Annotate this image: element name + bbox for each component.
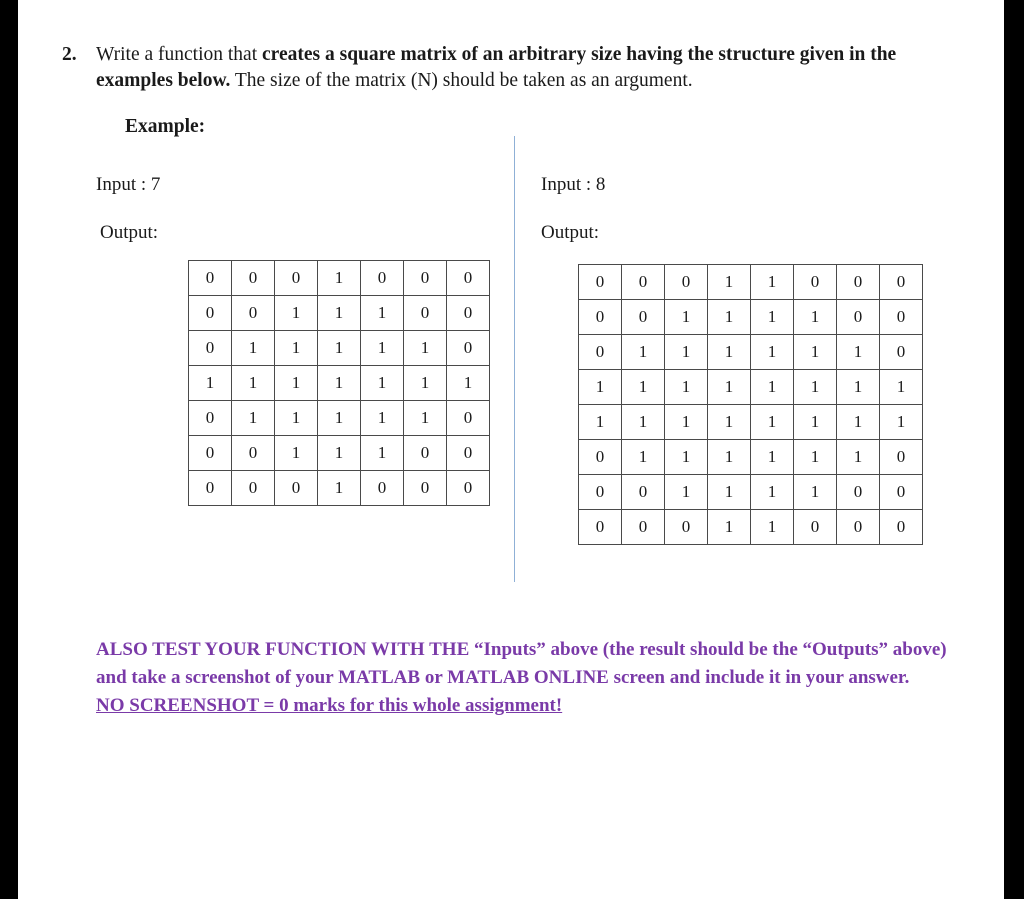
matrix-cell: 1	[579, 405, 622, 440]
matrix-cell: 1	[665, 475, 708, 510]
output-matrix-7	[188, 260, 490, 506]
matrix-cell: 0	[189, 436, 232, 471]
matrix-cell: 1	[189, 366, 232, 401]
matrix-cell: 0	[665, 265, 708, 300]
matrix-cell: 1	[708, 265, 751, 300]
matrix-cell: 1	[318, 436, 361, 471]
matrix-cell: 0	[447, 261, 490, 296]
matrix-cell: 0	[622, 475, 665, 510]
matrix-row	[189, 261, 490, 296]
matrix-cell: 0	[275, 471, 318, 506]
matrix-cell: 0	[622, 300, 665, 335]
output-matrix-8	[578, 264, 923, 545]
matrix-cell: 0	[275, 261, 318, 296]
matrix-cell: 1	[275, 331, 318, 366]
matrix-row	[579, 300, 923, 335]
matrix-cell: 0	[579, 510, 622, 545]
matrix-cell: 1	[751, 510, 794, 545]
example-label: Example:	[125, 116, 206, 137]
note-warning: NO SCREENSHOT = 0 marks for this whole assignment!	[96, 695, 563, 716]
matrix-cell: 1	[880, 370, 923, 405]
matrix-cell: 0	[447, 296, 490, 331]
matrix-cell: 1	[275, 366, 318, 401]
matrix-cell: 1	[708, 510, 751, 545]
matrix-cell: 0	[447, 401, 490, 436]
matrix-cell: 1	[665, 440, 708, 475]
matrix-cell: 0	[837, 475, 880, 510]
matrix-cell: 0	[880, 510, 923, 545]
matrix-cell: 1	[837, 370, 880, 405]
matrix-cell: 1	[232, 366, 275, 401]
matrix-row	[189, 366, 490, 401]
matrix-cell: 1	[665, 335, 708, 370]
matrix-cell: 1	[318, 261, 361, 296]
matrix-cell: 1	[404, 331, 447, 366]
question-text-start: Write a function that	[96, 44, 262, 65]
matrix-cell: 0	[837, 265, 880, 300]
question-text-bold: creates a square matrix of an arbitrary size having the structure given in the examples below.	[96, 44, 897, 91]
output-label-left: Output:	[100, 222, 159, 243]
matrix-cell: 1	[622, 335, 665, 370]
matrix-cell: 0	[404, 296, 447, 331]
matrix-cell: 0	[232, 296, 275, 331]
matrix-cell: 1	[665, 370, 708, 405]
matrix-cell: 1	[794, 475, 837, 510]
question-text-end: The size of the matrix (N) should be taken as an argument.	[230, 70, 693, 91]
matrix-cell: 1	[794, 440, 837, 475]
column-divider	[514, 136, 515, 582]
output-label-right: Output:	[541, 222, 600, 243]
matrix-cell: 1	[275, 296, 318, 331]
matrix-cell: 1	[361, 401, 404, 436]
matrix-cell: 0	[447, 331, 490, 366]
matrix-cell: 1	[794, 405, 837, 440]
matrix-cell: 1	[751, 370, 794, 405]
matrix-cell: 0	[880, 440, 923, 475]
matrix-row	[579, 510, 923, 545]
matrix-cell: 0	[189, 401, 232, 436]
matrix-cell: 1	[232, 331, 275, 366]
matrix-cell: 0	[232, 436, 275, 471]
matrix-cell: 1	[404, 366, 447, 401]
matrix-cell: 1	[404, 401, 447, 436]
matrix-cell: 0	[189, 471, 232, 506]
matrix-cell: 1	[232, 401, 275, 436]
matrix-row	[579, 265, 923, 300]
matrix-cell: 0	[794, 265, 837, 300]
matrix-cell: 1	[665, 405, 708, 440]
matrix-cell: 1	[708, 300, 751, 335]
matrix-cell: 0	[579, 265, 622, 300]
matrix-cell: 1	[751, 300, 794, 335]
matrix-cell: 1	[751, 405, 794, 440]
matrix-cell: 1	[361, 366, 404, 401]
matrix-row	[189, 436, 490, 471]
question-text	[96, 42, 962, 94]
matrix-cell: 0	[404, 471, 447, 506]
matrix-cell: 0	[189, 331, 232, 366]
note-text: ALSO TEST YOUR FUNCTION WITH THE “Inputs” above (the result should be the “Outputs” above) and take a screenshot of your MATLAB or MATLAB ONLINE screen and include it in your answer.	[96, 639, 947, 688]
matrix-cell: 0	[837, 510, 880, 545]
matrix-cell: 1	[751, 335, 794, 370]
matrix-cell: 1	[837, 405, 880, 440]
matrix-cell: 0	[189, 261, 232, 296]
matrix-cell: 1	[708, 440, 751, 475]
matrix-cell: 0	[404, 436, 447, 471]
matrix-cell: 1	[579, 370, 622, 405]
matrix-cell: 1	[361, 296, 404, 331]
matrix-cell: 0	[665, 510, 708, 545]
matrix-cell: 1	[275, 436, 318, 471]
matrix-cell: 1	[318, 366, 361, 401]
input-label-left: Input : 7	[96, 174, 161, 195]
matrix-cell: 1	[708, 475, 751, 510]
matrix-row	[579, 440, 923, 475]
matrix-cell: 1	[751, 475, 794, 510]
matrix-cell: 1	[361, 436, 404, 471]
matrix-cell: 0	[622, 510, 665, 545]
matrix-cell: 1	[794, 300, 837, 335]
input-label-right: Input : 8	[541, 174, 606, 195]
matrix-cell: 1	[622, 405, 665, 440]
matrix-cell: 1	[708, 335, 751, 370]
matrix-cell: 1	[708, 405, 751, 440]
matrix-cell: 1	[837, 440, 880, 475]
matrix-cell: 0	[232, 261, 275, 296]
matrix-cell: 1	[622, 370, 665, 405]
matrix-cell: 0	[404, 261, 447, 296]
matrix-cell: 0	[579, 440, 622, 475]
matrix-cell: 1	[837, 335, 880, 370]
matrix-cell: 0	[880, 335, 923, 370]
matrix-cell: 0	[447, 471, 490, 506]
matrix-cell: 0	[361, 471, 404, 506]
matrix-row	[189, 331, 490, 366]
matrix-cell: 0	[880, 300, 923, 335]
matrix-cell: 1	[751, 440, 794, 475]
matrix-row	[579, 370, 923, 405]
matrix-row	[189, 471, 490, 506]
matrix-cell: 1	[665, 300, 708, 335]
matrix-cell: 0	[880, 265, 923, 300]
matrix-row	[189, 296, 490, 331]
matrix-cell: 1	[318, 471, 361, 506]
document-page	[18, 0, 1004, 899]
matrix-cell: 1	[880, 405, 923, 440]
question-number: 2.	[62, 44, 77, 65]
matrix-cell: 0	[579, 475, 622, 510]
matrix-cell: 0	[447, 436, 490, 471]
matrix-cell: 1	[361, 331, 404, 366]
matrix-cell: 1	[794, 335, 837, 370]
matrix-cell: 0	[189, 296, 232, 331]
matrix-row	[579, 475, 923, 510]
matrix-cell: 1	[708, 370, 751, 405]
matrix-cell: 0	[837, 300, 880, 335]
matrix-row	[579, 335, 923, 370]
matrix-cell: 1	[275, 401, 318, 436]
matrix-cell: 1	[622, 440, 665, 475]
matrix-cell: 0	[880, 475, 923, 510]
matrix-cell: 0	[579, 300, 622, 335]
matrix-cell: 1	[794, 370, 837, 405]
matrix-cell: 0	[361, 261, 404, 296]
matrix-cell: 1	[318, 401, 361, 436]
matrix-cell: 1	[447, 366, 490, 401]
matrix-cell: 0	[794, 510, 837, 545]
matrix-cell: 1	[318, 331, 361, 366]
matrix-row	[189, 401, 490, 436]
matrix-cell: 0	[232, 471, 275, 506]
matrix-row	[579, 405, 923, 440]
matrix-cell: 1	[751, 265, 794, 300]
matrix-cell: 0	[622, 265, 665, 300]
matrix-cell: 1	[318, 296, 361, 331]
question-block	[62, 42, 962, 94]
matrix-cell: 0	[579, 335, 622, 370]
instructions-note	[96, 636, 976, 720]
